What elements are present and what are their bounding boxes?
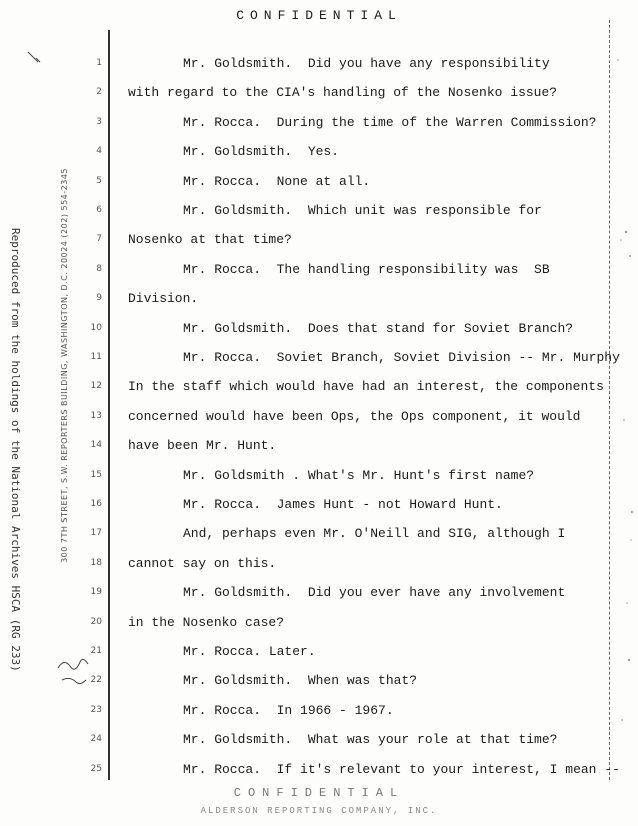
- signature-scribble: [28, 52, 88, 684]
- line-number: 3: [96, 116, 102, 127]
- line-number: 17: [90, 528, 102, 539]
- transcript-line: Mr. Goldsmith. Yes.: [183, 144, 340, 160]
- line-number: 19: [90, 587, 102, 598]
- archive-side-note: Reproduced from the holdings of the National Archives HSCA (RG 233): [9, 228, 22, 672]
- transcript-line: Mr. Goldsmith. What was your role at that time?: [183, 732, 558, 748]
- line-number: 21: [90, 646, 102, 656]
- line-number: 15: [90, 469, 102, 480]
- transcript-line: Mr. Rocca. None at all.: [183, 173, 371, 189]
- reporter-address: 300 7TH STREET, S.W. REPORTERS BUILDING, WASHINGTON, D.C. 20024 (202) 554-2345: [60, 168, 69, 563]
- line-number: 8: [96, 263, 102, 274]
- line-number: 10: [90, 322, 102, 333]
- transcript-line: Mr. Rocca. Later.: [183, 644, 316, 659]
- transcript-line: In the staff which would have had an interest, the components: [128, 379, 604, 395]
- line-number: 7: [96, 234, 102, 245]
- line-number: 2: [96, 87, 102, 98]
- transcript-line: cannot say on this.: [128, 555, 277, 571]
- line-number: 6: [96, 205, 102, 215]
- line-number: 22: [90, 675, 102, 686]
- transcript-line: Mr. Rocca. In 1966 - 1967.: [183, 702, 394, 718]
- line-number: 1: [96, 58, 102, 68]
- transcript-line: with regard to the CIA's handling of the Nosenko issue?: [128, 85, 558, 101]
- line-number: 9: [96, 293, 102, 304]
- transcript-line: Mr. Goldsmith. Did you have any responsibility: [183, 56, 550, 71]
- line-number: 5: [96, 175, 102, 186]
- transcript-line: concerned would have been Ops, the Ops component, it would: [128, 408, 581, 424]
- transcript-line: Mr. Rocca. Soviet Branch, Soviet Division -- Mr. Murphy: [183, 350, 620, 365]
- transcript-line: Nosenko at that time?: [128, 232, 292, 248]
- transcript-line: Mr. Goldsmith. When was that?: [183, 673, 418, 689]
- transcript-line: in the Nosenko case?: [128, 614, 285, 630]
- line-number: 12: [90, 381, 102, 392]
- reporting-company: ALDERSON REPORTING COMPANY, INC.: [200, 806, 438, 816]
- line-number: 24: [90, 734, 102, 745]
- transcript-line: Mr. Rocca. During the time of the Warren Commission?: [183, 114, 597, 130]
- line-number: 16: [90, 499, 102, 509]
- line-number: 14: [90, 440, 102, 451]
- line-number: 4: [96, 146, 102, 157]
- line-number: 18: [90, 557, 102, 568]
- transcript-line: Division.: [128, 291, 199, 307]
- transcript-line: Mr. Goldsmith. Which unit was responsible for: [183, 203, 542, 218]
- transcript-line: Mr. Goldsmith. Does that stand for Soviet Branch?: [183, 320, 574, 336]
- transcript-line: Mr. Rocca. James Hunt - not Howard Hunt.: [183, 497, 503, 512]
- transcript-line: Mr. Rocca. If it's relevant to your interest, I mean --: [183, 761, 620, 777]
- transcript-line: Mr. Goldsmith . What's Mr. Hunt's first name?: [183, 467, 535, 483]
- transcript-line: Mr. Rocca. The handling responsibility was SB: [183, 261, 550, 277]
- transcript-line: Mr. Goldsmith. Did you ever have any involvement: [183, 585, 566, 601]
- line-number: 23: [90, 704, 102, 715]
- line-number: 13: [90, 410, 102, 421]
- line-number: 20: [90, 616, 102, 627]
- transcript-line: And, perhaps even Mr. O'Neill and SIG, although I: [183, 526, 566, 542]
- line-number: 25: [90, 763, 102, 774]
- footer-confidential: CONFIDENTIAL: [233, 786, 405, 800]
- header-confidential: CONFIDENTIAL: [236, 8, 402, 23]
- line-number: 11: [90, 352, 102, 362]
- transcript-line: have been Mr. Hunt.: [128, 438, 277, 454]
